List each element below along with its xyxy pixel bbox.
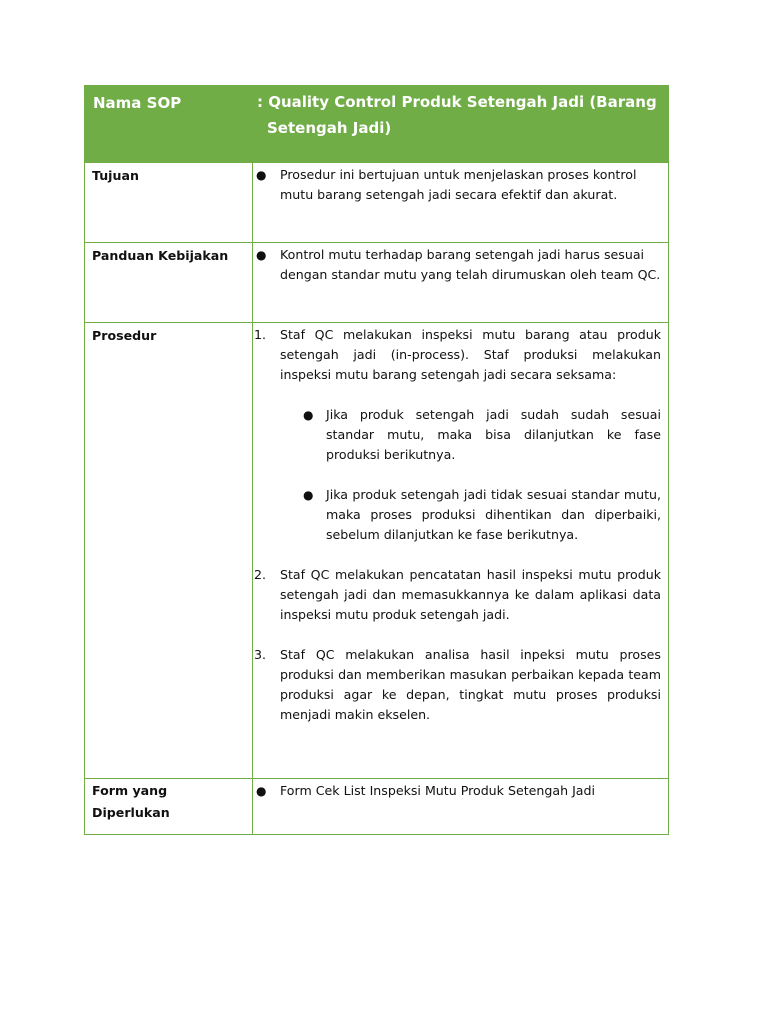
tujuan-text: Prosedur ini bertujuan untuk menjelaskan proses kontrol mutu barang setengah jadi secara efektif dan akurat. bbox=[280, 167, 637, 202]
sop-table bbox=[84, 85, 669, 835]
step-number: 1. bbox=[254, 327, 267, 342]
list-item bbox=[253, 781, 661, 801]
panduan-row bbox=[85, 243, 669, 323]
step-text: Staf QC melakukan inspeksi mutu barang atau produk setengah jadi (in-process). Staf produksi melakukan inspeksi mutu barang setengah jadi secara seksama: bbox=[280, 327, 661, 382]
step-text: Staf QC melakukan pencatatan hasil inspeksi mutu produk setengah jadi dan memasukkannya ke dalam aplikasi data inspeksi mutu produk setengah jadi. bbox=[280, 567, 661, 622]
form-label-line2: Diperlukan bbox=[92, 805, 170, 820]
sub-item-text: Jika produk setengah jadi sudah sudah sesuai standar mutu, maka bisa dilanjutkan ke fase produksi berikutnya. bbox=[326, 407, 661, 462]
list-item bbox=[280, 485, 661, 545]
form-label-line1: Form yang bbox=[92, 783, 168, 798]
sop-title: : Quality Control Produk Setengah Jadi (Barang Setengah Jadi) bbox=[257, 93, 657, 137]
bullet-icon: ● bbox=[303, 488, 314, 502]
header-label-cell bbox=[85, 86, 253, 163]
tujuan-row bbox=[85, 163, 669, 243]
tujuan-label: Tujuan bbox=[92, 168, 139, 183]
form-text: Form Cek List Inspeksi Mutu Produk Setengah Jadi bbox=[280, 783, 595, 798]
panduan-text: Kontrol mutu terhadap barang setengah jadi harus sesuai dengan standar mutu yang telah dirumuskan oleh team QC. bbox=[280, 247, 661, 282]
panduan-label: Panduan Kebijakan bbox=[92, 248, 229, 263]
prosedur-row bbox=[85, 323, 669, 779]
bullet-icon: ● bbox=[256, 784, 267, 798]
step-number: 3. bbox=[254, 647, 267, 662]
bullet-icon: ● bbox=[256, 168, 267, 182]
list-item bbox=[253, 165, 661, 205]
header-value-cell bbox=[253, 86, 669, 163]
prosedur-label: Prosedur bbox=[92, 328, 157, 343]
step-number: 2. bbox=[254, 567, 267, 582]
list-item bbox=[253, 245, 661, 285]
step-text: Staf QC melakukan analisa hasil inpeksi mutu proses produksi dan memberikan masukan perbaikan kepada team produksi agar ke depan, tingkat mutu proses produksi menjadi makin ekselen. bbox=[280, 647, 661, 722]
list-item bbox=[253, 325, 661, 545]
form-row bbox=[85, 779, 669, 835]
header-label: Nama SOP bbox=[93, 94, 182, 112]
list-item bbox=[280, 405, 661, 465]
list-item bbox=[253, 565, 661, 625]
bullet-icon: ● bbox=[303, 408, 314, 422]
list-item bbox=[253, 645, 661, 725]
bullet-icon: ● bbox=[256, 248, 267, 262]
sub-item-text: Jika produk setengah jadi tidak sesuai standar mutu, maka proses produksi dihentikan dan diperbaiki, sebelum dilanjutkan ke fase berikutnya. bbox=[326, 487, 661, 542]
header-row bbox=[85, 86, 669, 163]
